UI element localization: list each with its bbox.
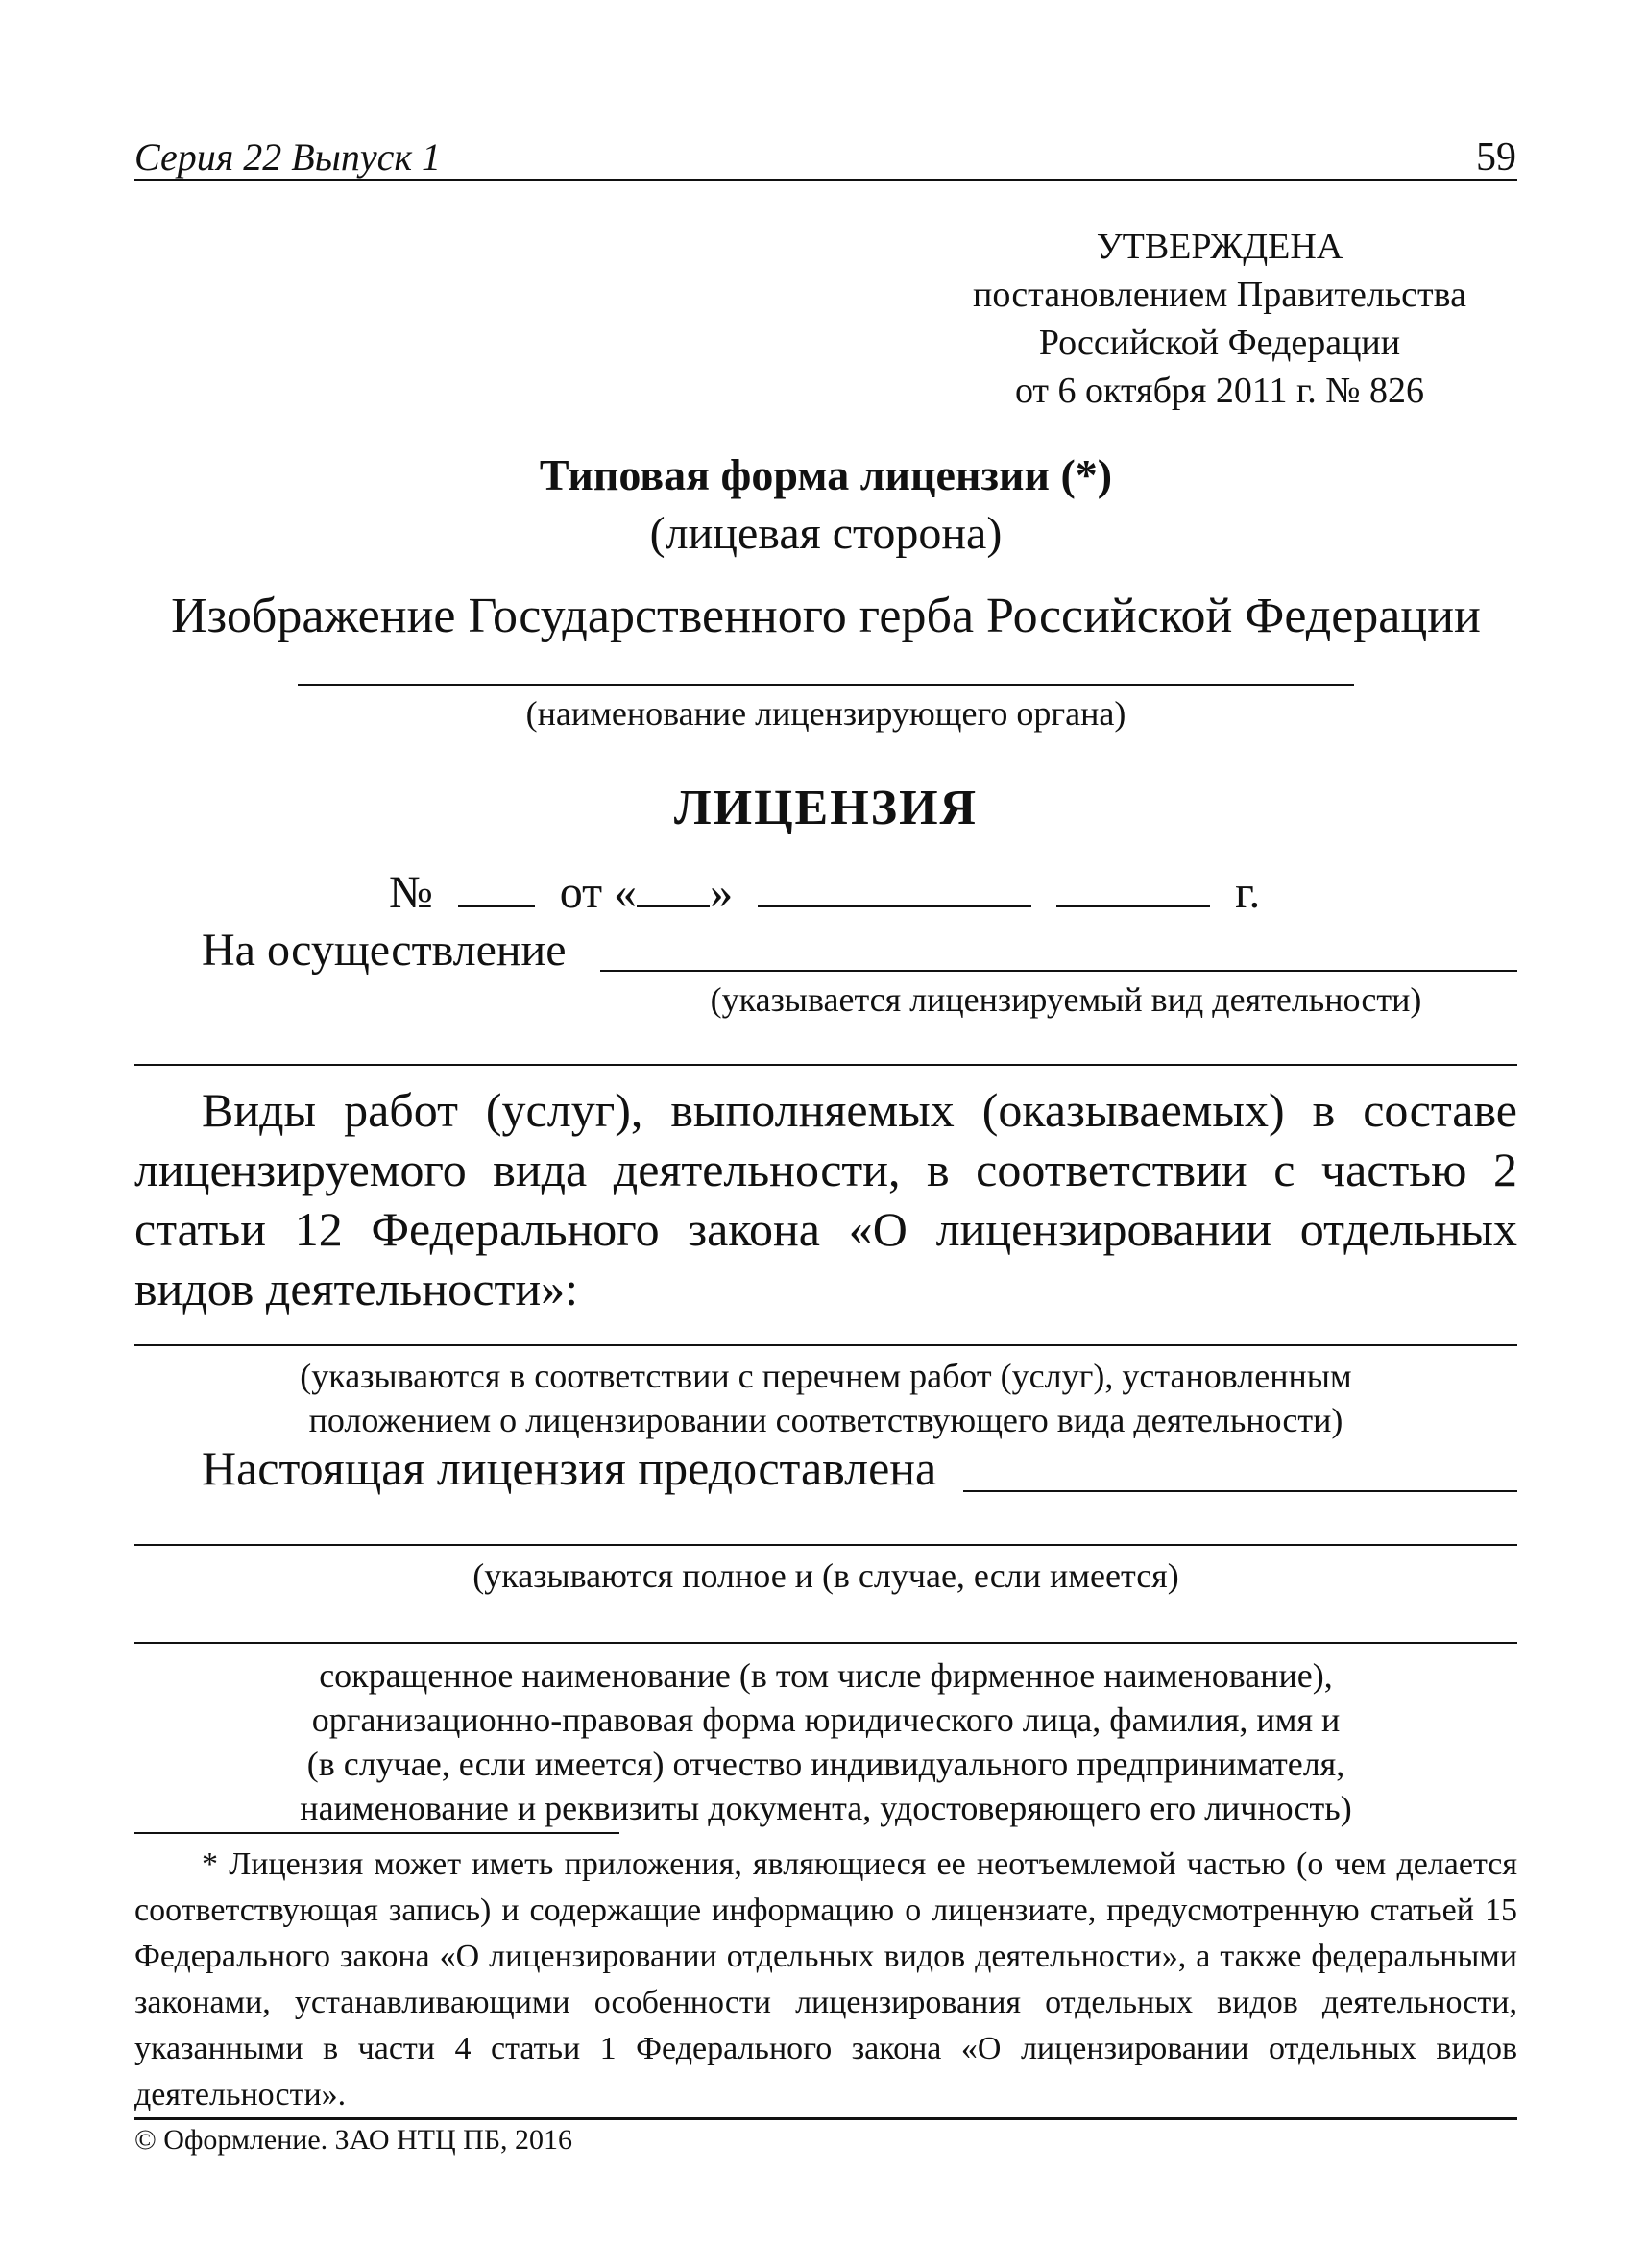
year-blank xyxy=(1056,867,1210,907)
approval-block xyxy=(884,223,1556,415)
short-name-line-1: сокращенное наименование (в том числе фирменное наименование), xyxy=(319,1656,1333,1695)
form-title: Типовая форма лицензии (*) xyxy=(539,450,1113,499)
header-rule xyxy=(134,179,1517,181)
bottom-rule xyxy=(134,2117,1517,2120)
short-name-line-2: организационно-правовая форма юридического лица, фамилия, имя и xyxy=(311,1701,1341,1739)
short-name-caption xyxy=(134,1653,1517,1830)
number-sign: № xyxy=(389,867,433,918)
page-number: 59 xyxy=(1476,135,1516,180)
number-date-row xyxy=(389,866,1260,919)
copyright: © Оформление. ЗАО НТЦ ПБ, 2016 xyxy=(134,2124,573,2156)
implementation-label: На осуществление xyxy=(202,925,567,976)
approval-line-3: Российской Федерации xyxy=(1038,323,1401,363)
works-caption-line-1: (указываются в соответствии с перечнем работ (услуг), установленным xyxy=(300,1357,1352,1395)
approval-line-1: УТВЕРЖДЕНА xyxy=(1096,227,1343,267)
works-caption-line-2: положением о лицензировании соответствующего вида деятельности) xyxy=(308,1401,1343,1439)
footnote: * Лицензия может иметь приложения, являющиеся ее неотъемлемой частью (о чем делается соответствующая запись) и содержащие информацию о лицензиате, предусмотренную статьей 15 Федерального закона «О лицензировании отдельных видов деятельности», а также федеральными законами, устанавливающими особенности лицензирования отдельных видов деятельности, указанными в части 4 статьи 1 Федерального закона «О лицензировании отдельных видов деятельности». xyxy=(134,1846,1517,2112)
implementation-blank-line xyxy=(600,970,1517,972)
series-label: Серия 22 Выпуск 1 xyxy=(134,135,442,179)
works-paragraph: Виды работ (услуг), выполняемых (оказываемых) в составе лицензируемого вида деятельности, в соответствии с частью 2 статьи 12 Федерального закона «О лицензировании отдельных видов деятельности»: xyxy=(134,1083,1517,1315)
short-name-line-4: наименование и реквизиты документа, удостоверяющего его личность) xyxy=(300,1789,1352,1827)
form-subtitle: (лицевая сторона) xyxy=(649,508,1003,559)
approval-line-4: от 6 октября 2011 г. № 826 xyxy=(1014,371,1425,411)
short-name-line-3: (в случае, если имеется) отчество индивидуального предпринимателя, xyxy=(306,1745,1345,1783)
quote-close: » xyxy=(710,867,734,918)
works-caption xyxy=(134,1354,1517,1442)
implementation-caption: (указывается лицензируемый вид деятельности) xyxy=(710,980,1422,1019)
emblem-placeholder: Изображение Государственного герба Российской Федерации xyxy=(171,589,1481,643)
full-name-caption: (указываются полное и (в случае, если имеется) xyxy=(472,1556,1179,1595)
works-blank-line xyxy=(134,1344,1517,1346)
footnote-rule xyxy=(134,1832,619,1834)
implementation-blank-line-2 xyxy=(134,1064,1517,1066)
license-heading: ЛИЦЕНЗИЯ xyxy=(673,781,979,835)
year-suffix: г. xyxy=(1235,867,1261,918)
org-blank-line xyxy=(298,684,1354,686)
approval-line-2: постановлением Правительства xyxy=(973,275,1466,315)
org-caption: (наименование лицензирующего органа) xyxy=(525,694,1126,733)
number-blank xyxy=(458,867,535,907)
full-name-blank-line xyxy=(134,1642,1517,1644)
granted-blank-line-2 xyxy=(134,1544,1517,1546)
day-blank xyxy=(637,867,710,907)
granted-blank-line xyxy=(963,1490,1517,1492)
month-blank xyxy=(758,867,1031,907)
granted-label: Настоящая лицензия предоставлена xyxy=(202,1441,937,1495)
from-label: от « xyxy=(559,867,638,918)
